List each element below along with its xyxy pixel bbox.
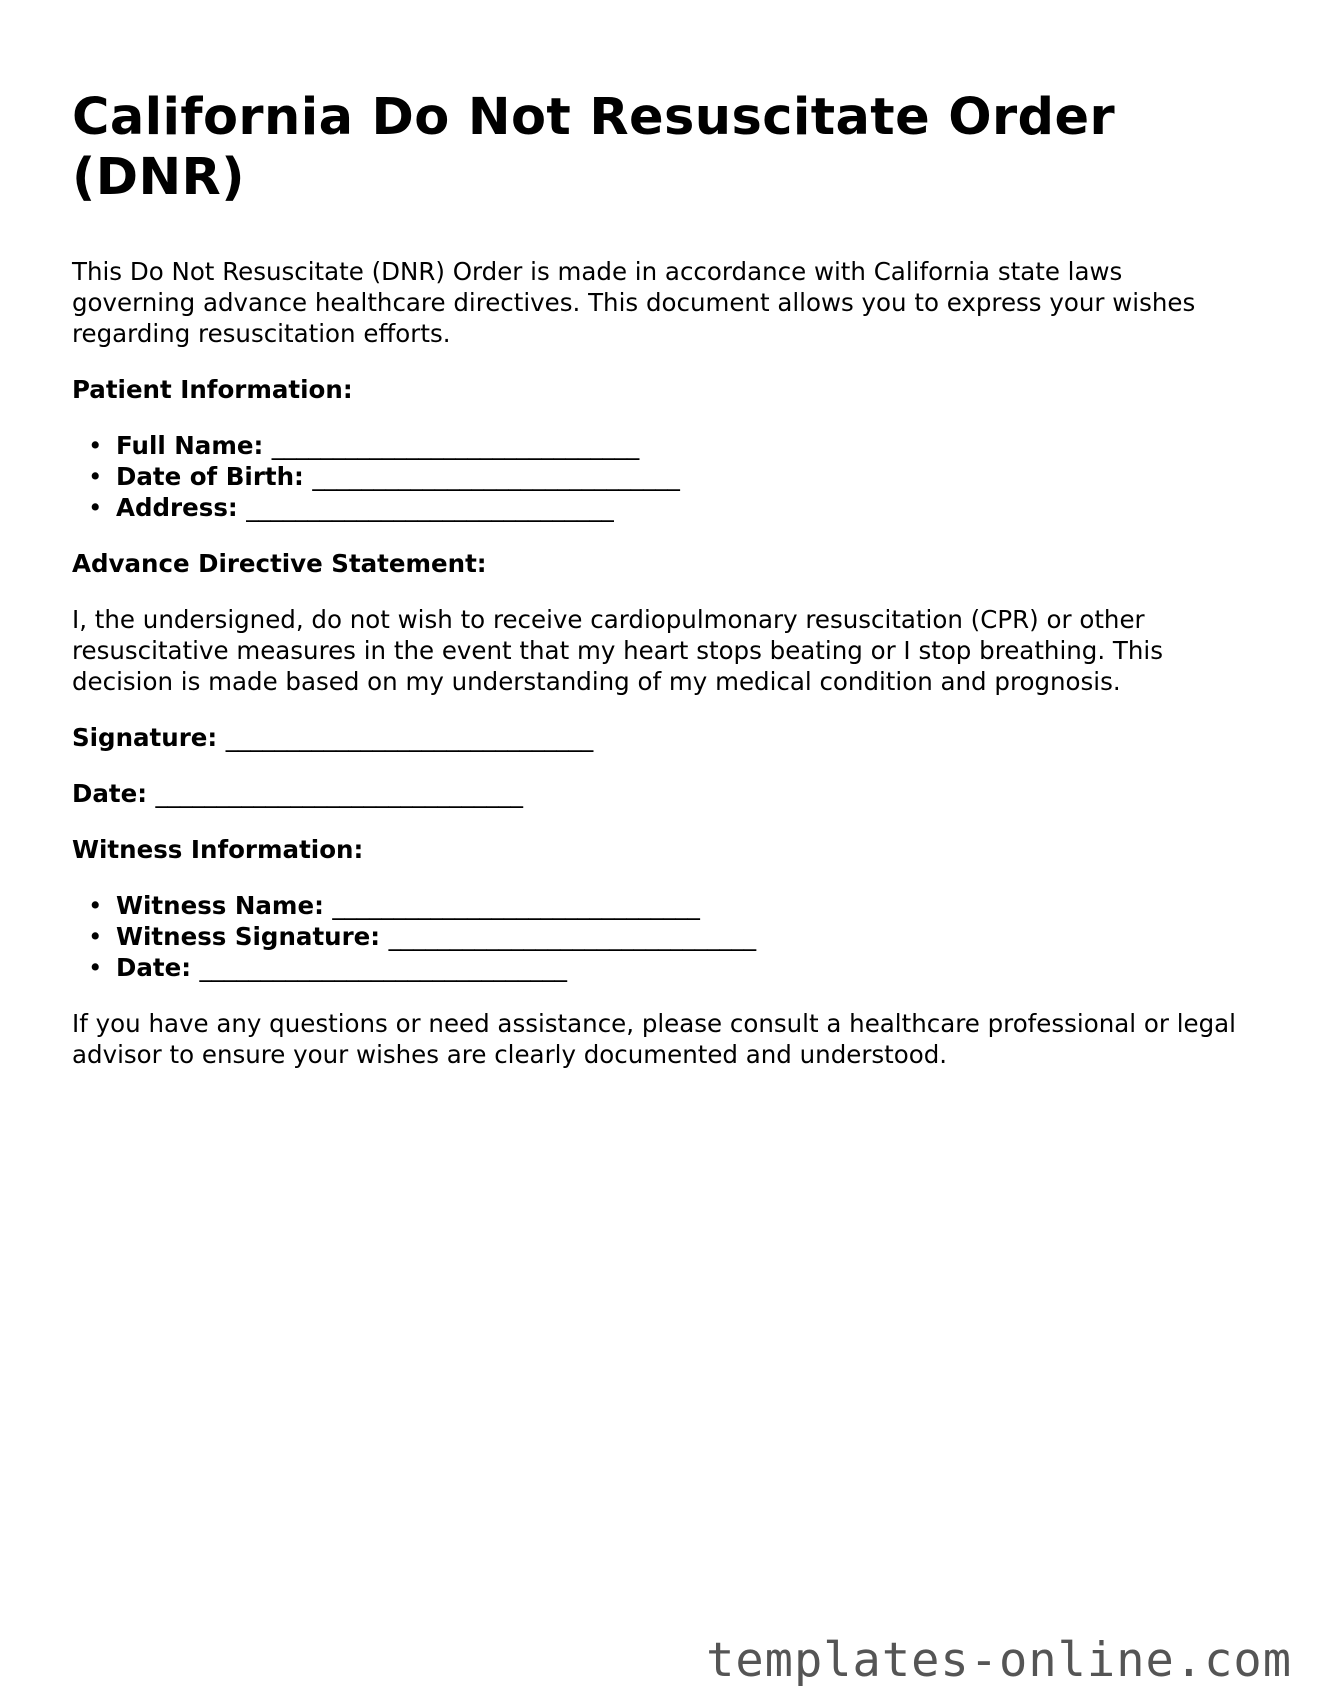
witness-field-name[interactable]: [88, 890, 1252, 921]
field-blank[interactable]: ______________________________: [312, 462, 680, 491]
field-label: Date:: [116, 953, 191, 982]
bullet-icon: •: [88, 891, 103, 920]
intro-paragraph: This Do Not Resuscitate (DNR) Order is made in accordance with California state laws governing advance healthcare directives. This document allows you to express your wishes regarding resuscitation efforts.: [72, 257, 1196, 348]
field-blank[interactable]: ______________________________: [271, 431, 640, 460]
patient-field-date-of-birth[interactable]: [88, 461, 1252, 492]
field-blank[interactable]: ______________________________: [199, 953, 568, 982]
patient-fields-list: [72, 430, 1252, 523]
field-label: Date of Birth:: [116, 462, 304, 491]
date-label: Date:: [72, 779, 147, 808]
field-blank[interactable]: ______________________________: [246, 493, 614, 522]
signature-field[interactable]: [72, 722, 1252, 753]
field-label: Witness Name:: [116, 891, 324, 920]
field-label: Witness Signature:: [116, 922, 381, 951]
patient-field-address[interactable]: [88, 492, 1252, 523]
bullet-icon: •: [88, 953, 103, 982]
field-label: Full Name:: [116, 431, 264, 460]
patient-field-full-name[interactable]: [88, 430, 1252, 461]
witness-info-heading: Witness Information:: [72, 835, 364, 864]
witness-field-signature[interactable]: [88, 921, 1252, 952]
witness-fields-list: [72, 890, 1252, 983]
field-blank[interactable]: ______________________________: [388, 922, 757, 951]
signature-label: Signature:: [72, 723, 218, 752]
document-title: California Do Not Resuscitate Order (DNR): [72, 88, 1115, 207]
directive-statement: I, the undersigned, do not wish to receive cardiopulmonary resuscitation (CPR) or other resuscitative measures in the event that my heart stops beating or I stop breathing. This decision is made based on my understanding of my medical condition and prognosis.: [72, 605, 1163, 696]
date-blank[interactable]: ______________________________: [155, 779, 524, 808]
bullet-icon: •: [88, 462, 103, 491]
bullet-icon: •: [88, 493, 103, 522]
field-blank[interactable]: ______________________________: [332, 891, 700, 920]
bullet-icon: •: [88, 431, 103, 460]
date-field[interactable]: [72, 778, 1252, 809]
patient-info-heading: Patient Information:: [72, 375, 353, 404]
closing-paragraph: If you have any questions or need assistance, please consult a healthcare professional or legal advisor to ensure your wishes are clearly documented and understood.: [72, 1009, 1236, 1069]
watermark-text: templates-online.com: [706, 1633, 1292, 1688]
witness-field-date[interactable]: [88, 952, 1252, 983]
field-label: Address:: [116, 493, 238, 522]
document-page: [72, 88, 1252, 1070]
signature-blank[interactable]: ______________________________: [225, 723, 594, 752]
directive-heading: Advance Directive Statement:: [72, 549, 487, 578]
bullet-icon: •: [88, 922, 103, 951]
